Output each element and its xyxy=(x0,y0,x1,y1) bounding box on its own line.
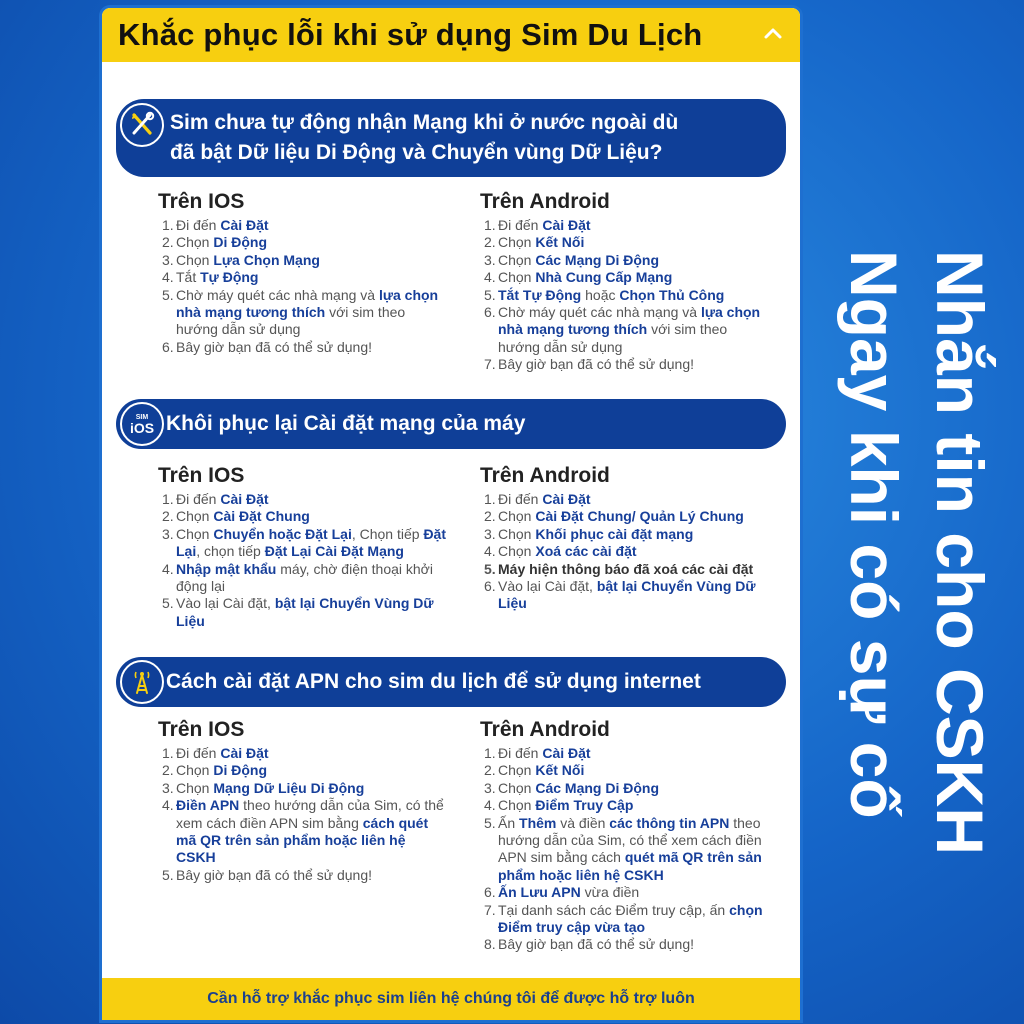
step: 5. Máy hiện thông báo đã xoá các cài đặt xyxy=(484,560,754,577)
android-column-network xyxy=(480,190,770,374)
step: 4. Chọn Xoá các cài đặt xyxy=(484,543,637,560)
step: 2. Chọn Di Động xyxy=(162,762,268,779)
step: 1. Đi đến Cài Đặt xyxy=(162,745,269,761)
step: 6. Ấn Lưu APN vừa điền xyxy=(484,884,640,901)
step: 1. Đi đến Cài Đặt xyxy=(484,745,591,761)
step: 6. Bây giờ bạn đã có thể sử dụng! xyxy=(162,338,373,355)
ios-column-reset xyxy=(158,464,448,630)
section-heading: Khôi phục lại Cài đặt mạng của máy xyxy=(166,412,526,435)
step: 7. Bây giờ bạn đã có thể sử dụng! xyxy=(484,356,695,373)
step: 5. Bây giờ bạn đã có thể sử dụng! xyxy=(162,866,373,883)
ios-column-network xyxy=(158,190,448,356)
step: 4. Điền APN theo hướng dẫn của Sim, có thể xem cách điền APN sim bằng cách quét mã QR trên sản phẩm hoặc liên hệ CSKH xyxy=(162,797,444,866)
guide-card xyxy=(102,8,800,1020)
section-reset-heading xyxy=(116,399,786,449)
android-title: Trên Android xyxy=(480,464,610,487)
step: 7. Tại danh sách các Điểm truy cập, ấn chọn Điểm truy cập vừa tạo xyxy=(484,901,763,936)
android-column-reset xyxy=(480,464,770,613)
step: 3. Chọn Lựa Chọn Mạng xyxy=(162,251,320,268)
step: 4. Nhập mật khẩu máy, chờ điện thoại khởi động lại xyxy=(162,560,433,595)
step: 1. Đi đến Cài Đặt xyxy=(484,217,591,233)
step: 3. Chọn Các Mạng Di Động xyxy=(484,779,660,796)
section-heading: Cách cài đặt APN cho sim du lịch để sử dụng internet xyxy=(166,670,701,693)
footer-text: Cần hỗ trợ khắc phục sim liên hệ chúng tôi để được hỗ trợ luôn xyxy=(207,990,695,1007)
step: 5. Chờ máy quét các nhà mạng và lựa chọn nhà mạng tương thích với sim theo hướng dẫn sử dụng xyxy=(162,286,439,338)
android-title: Trên Android xyxy=(480,190,610,213)
step: 1. Đi đến Cài Đặt xyxy=(162,217,269,233)
step: 2. Chọn Kết Nối xyxy=(484,234,585,251)
step: 3. Chọn Các Mạng Di Động xyxy=(484,251,660,268)
section-network-heading xyxy=(116,99,786,177)
android-title: Trên Android xyxy=(480,718,610,741)
ios-title: Trên IOS xyxy=(158,718,245,741)
step: 4. Chọn Nhà Cung Cấp Mạng xyxy=(484,269,673,286)
section-heading: Sim chưa tự động nhận Mạng khi ở nước ngoài dù đã bật Dữ liệu Di Động và Chuyển vùng Dữ Liệu? xyxy=(170,111,679,164)
step: 3. Chọn Chuyển hoặc Đặt Lại, Chọn tiếp Đặt Lại, chọn tiếp Đặt Lại Cài Đặt Mạng xyxy=(162,525,446,560)
tools-icon xyxy=(120,103,164,147)
step: 6. Chờ máy quét các nhà mạng và lựa chọn nhà mạng tương thích với sim theo hướng dẫn sử dụng xyxy=(484,304,761,355)
side-line-1: Nhắn tin cho CSKH xyxy=(923,250,997,855)
ios-title: Trên IOS xyxy=(158,464,245,487)
step: 5. Vào lại Cài đặt, bật lại Chuyển Vùng Dữ Liệu xyxy=(162,595,434,629)
chevron-up-icon[interactable] xyxy=(762,22,784,44)
step: 3. Chọn Mạng Dữ Liệu Di Động xyxy=(162,779,365,796)
step: 2. Chọn Kết Nối xyxy=(484,762,585,779)
step: 4. Tắt Tự Động xyxy=(162,269,259,286)
step: 2. Chọn Cài Đặt Chung xyxy=(162,508,310,525)
ios-column-apn xyxy=(158,718,448,884)
step: 8. Bây giờ bạn đã có thể sử dụng! xyxy=(484,936,695,953)
step: 1. Đi đến Cài Đặt xyxy=(484,491,591,507)
page-title: Khắc phục lỗi khi sử dụng Sim Du Lịch xyxy=(118,17,703,52)
section-apn-heading xyxy=(116,657,786,707)
ios-title: Trên IOS xyxy=(158,190,245,213)
step: 2. Chọn Cài Đặt Chung/ Quản Lý Chung xyxy=(484,508,744,525)
antenna-tower-icon xyxy=(120,660,164,704)
step: 3. Chọn Khối phục cài đặt mạng xyxy=(484,525,694,542)
support-footer xyxy=(102,978,800,1020)
step: 6. Vào lại Cài đặt, bật lại Chuyển Vùng Dữ Liệu xyxy=(484,578,756,612)
sim-ios-icon: SIM iOS xyxy=(120,402,164,446)
step: 5. Ấn Thêm và điền các thông tin APN theo hướng dẫn của Sim, có thể xem cách điền APN sim bằng cách quét mã QR trên sản phẩm hoặc liên hệ CSKH xyxy=(484,814,762,883)
side-line-2: Ngay khi có sự cố xyxy=(837,250,911,819)
title-bar xyxy=(102,8,800,62)
android-column-apn xyxy=(480,718,770,954)
step: 1. Đi đến Cài Đặt xyxy=(162,491,269,507)
step: 4. Chọn Điểm Truy Cập xyxy=(484,797,634,814)
side-banner xyxy=(828,250,1008,870)
step: 5. Tắt Tự Động hoặc Chọn Thủ Công xyxy=(484,286,725,303)
step: 2. Chọn Di Động xyxy=(162,234,268,251)
